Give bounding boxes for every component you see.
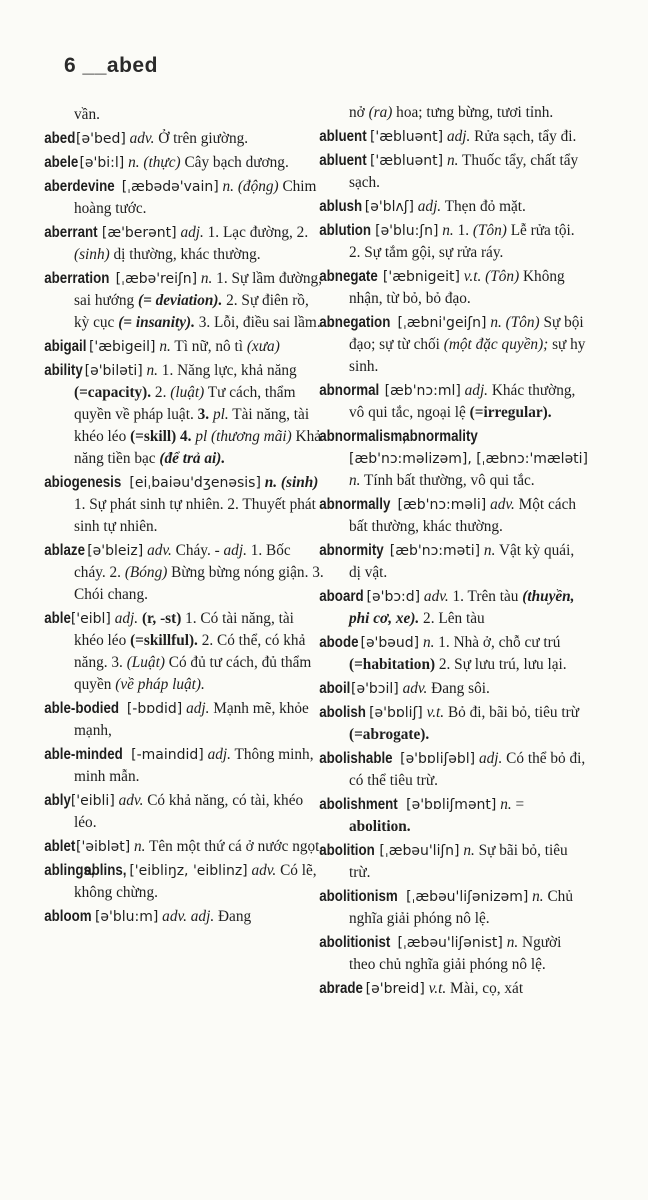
pronunciation: [ˌæbədə'vain]	[121, 179, 219, 195]
headword: abiogenesis	[44, 474, 122, 491]
headword: aberdevine	[44, 178, 115, 195]
bold-italic-text: (= insanity).	[118, 314, 195, 331]
headword: abolish	[319, 704, 366, 721]
part-of-speech: adv.	[129, 130, 155, 147]
definition-text: Chủ nghĩa giải phóng nô lệ.	[349, 888, 573, 927]
headword: abigail	[44, 338, 87, 355]
pronunciation: [ə'bleiz]	[87, 543, 144, 559]
pronunciation: [ə'blu:ʃn]	[375, 223, 439, 239]
definition-text: Tì nữ, nô tì	[170, 338, 247, 355]
dictionary-entry	[319, 312, 589, 378]
pronunciation: [ə'blu:m]	[94, 909, 159, 925]
part-of-speech: adj.	[207, 746, 231, 763]
part-of-speech: adj.	[180, 224, 204, 241]
definition-text: Khác thường, vô qui tắc, ngoại lệ	[349, 382, 576, 421]
part-of-speech: v.t.	[428, 980, 447, 997]
right-column	[319, 102, 589, 1002]
definition-text: Thuốc tẩy, chất tẩy sạch.	[349, 152, 579, 191]
headword: abolitionist	[319, 934, 391, 951]
definition-text: Vật kỳ quái, dị vật.	[349, 542, 575, 581]
pronunciation: ['æbnigeit]	[382, 269, 460, 285]
dictionary-entry	[319, 678, 589, 700]
pronunciation: [ə'bɒliʃmənt]	[406, 797, 497, 813]
definition-text: Người theo chủ nghĩa giải phóng nô lệ.	[349, 934, 562, 973]
headword: abele	[44, 154, 79, 171]
part-of-speech: n.	[146, 362, 158, 379]
definition-text: Cây bạch dương.	[180, 154, 289, 171]
definition-text: Mạnh mẽ, khỏe mạnh,	[74, 700, 309, 739]
dictionary-entry	[44, 608, 324, 696]
headword: abnormality	[401, 428, 478, 445]
part-of-speech: n.	[222, 178, 234, 195]
part-of-speech: n.	[159, 338, 171, 355]
headword: abnegate	[319, 268, 378, 285]
pronunciation: [ə'bəud]	[360, 635, 420, 651]
definition-text: Rửa sạch, tẩy đi.	[470, 128, 577, 145]
definition-text: 2. Có thể, có khả năng. 3.	[74, 632, 306, 671]
pronunciation: [ˌæbəu'liʃənizəm]	[406, 889, 529, 905]
headword: abluent	[319, 152, 367, 169]
definition-text: Tài năng, tài khéo léo	[74, 406, 310, 445]
definition-text: nở	[349, 104, 369, 121]
dictionary-entry	[319, 494, 589, 538]
dictionary-entry	[44, 336, 324, 358]
dictionary-entry	[319, 426, 589, 492]
part-of-speech: adv.	[251, 862, 277, 879]
dictionary-entry	[44, 360, 324, 470]
usage-label: (sinh)	[74, 246, 110, 263]
definition-text: Khả năng tiền bạc	[74, 428, 322, 467]
usage-label: (một đặc quyền);	[443, 336, 549, 353]
page-number: 6	[64, 54, 77, 77]
headword: ablins,	[84, 862, 127, 879]
definition-text: 1. Lạc đường, 2.	[203, 224, 309, 241]
dictionary-entry	[44, 698, 324, 742]
definition-text: Tên một thứ cá ở nước ngọt.	[145, 838, 324, 855]
dictionary-entry	[44, 472, 324, 538]
headword: able-minded	[44, 746, 123, 763]
dictionary-entry	[319, 748, 589, 792]
headword: aboil	[319, 680, 351, 697]
headword: ablaze	[44, 542, 85, 559]
bold-text: (=capacity).	[74, 384, 152, 401]
headword: abode	[319, 634, 359, 651]
part-of-speech: adj.	[114, 610, 139, 627]
bold-text: (=skillful).	[130, 632, 198, 649]
dictionary-entry	[319, 702, 589, 746]
headword: abloom	[44, 908, 92, 925]
definition-text: Mài, cọ, xát	[446, 980, 524, 997]
usage-label: (thực)	[143, 154, 181, 171]
usage-label: (luật)	[170, 384, 205, 401]
definition-text: Đang	[214, 908, 252, 925]
dictionary-entry	[44, 744, 324, 788]
definition-text: 2.	[151, 384, 171, 401]
definition-text: 1. Bốc cháy. 2.	[74, 542, 291, 581]
dictionary-entry	[44, 128, 324, 150]
part-of-speech: n.	[532, 888, 544, 905]
entry-continuation	[58, 104, 324, 126]
part-of-speech: n.	[500, 796, 512, 813]
pronunciation: [ə'bed]	[76, 131, 126, 147]
part-of-speech: adv. adj.	[162, 908, 215, 925]
bold-italic-text: (= deviation).	[137, 292, 223, 309]
running-head	[64, 54, 158, 78]
dictionary-entry	[319, 220, 589, 264]
usage-label: (Tôn)	[472, 222, 507, 239]
guide-word: __abed	[82, 54, 158, 77]
headword: ablet	[44, 838, 76, 855]
part-of-speech: adv.	[118, 792, 144, 809]
definition-text: vần.	[74, 106, 100, 123]
dictionary-entry	[44, 268, 324, 334]
pronunciation: [ə'bɒliʃ]	[369, 705, 423, 721]
part-of-speech: n.	[200, 270, 213, 287]
usage-label: pl (thương mãi)	[195, 428, 292, 445]
headword: abnormalism,	[319, 428, 406, 445]
part-of-speech: n.	[446, 152, 459, 169]
usage-label: (Luật)	[126, 654, 165, 671]
headword: abolitionism	[319, 888, 398, 905]
pronunciation: [ə'bɔ:d]	[366, 589, 421, 605]
dictionary-entry	[44, 152, 324, 174]
bold-text: (=skill) 4.	[130, 428, 192, 445]
definition-text: 3. Lỗi, điều sai lầm.	[194, 314, 321, 331]
pronunciation: ['əiblət]	[76, 839, 131, 855]
pronunciation: [ə'blʌʃ]	[364, 199, 414, 215]
bold-italic-text: (thuyền, phi cơ, xe).	[349, 588, 575, 627]
pronunciation: [-maindid]	[131, 747, 204, 763]
part-of-speech: n.	[463, 842, 475, 859]
dictionary-entry	[44, 222, 324, 266]
part-of-speech: n.	[349, 472, 361, 489]
definition-text: 2. Sự lưu trú, lưu lại.	[435, 656, 567, 673]
headword: abolishable	[319, 750, 393, 767]
dictionary-entry	[319, 196, 589, 218]
definition-text: sự hy sinh.	[349, 336, 586, 375]
part-of-speech: adv.	[402, 680, 428, 697]
pronunciation: [ˌæbəu'liʃənist]	[397, 935, 503, 951]
pronunciation: [æb'nɔ:məlizəm], [ˌæbnɔ:'mæləti]	[349, 451, 589, 467]
definition-text: Cháy. -	[171, 542, 224, 559]
headword: abluent	[319, 128, 367, 145]
part-of-speech: v.t.	[426, 704, 445, 721]
headword: abed	[44, 130, 76, 147]
headword: ablution	[319, 222, 372, 239]
pronunciation: ['eibli]	[70, 793, 115, 809]
definition-text: 2. Sự điên rồ, kỳ cục	[74, 292, 309, 331]
bold-text: (r, -st)	[141, 610, 182, 627]
part-of-speech: n.	[128, 154, 140, 171]
usage-label: (Bóng)	[124, 564, 168, 581]
part-of-speech: adj.	[223, 542, 247, 559]
part-of-speech: n.	[506, 934, 519, 951]
part-of-speech: adj.	[186, 700, 210, 717]
definition-text: Sự bội đạo; sự từ chối	[349, 314, 584, 353]
definition-text: 1.	[453, 222, 473, 239]
definition-text: dị thường, khác thường.	[109, 246, 261, 263]
dictionary-entry	[319, 586, 589, 630]
part-of-speech: n.	[483, 542, 496, 559]
pronunciation: ['eibliŋz, 'eiblinz]	[129, 863, 248, 879]
definition-text: Thông minh, minh mẫn.	[74, 746, 314, 785]
headword: ablush	[319, 198, 363, 215]
definition-text: Có lẽ, không chừng.	[74, 862, 317, 901]
part-of-speech: n.	[134, 838, 146, 855]
pronunciation: [ə'bɒliʃəbl]	[400, 751, 476, 767]
definition-text: Tính bất thường, vô qui tắc.	[360, 472, 535, 489]
dictionary-entry	[44, 836, 324, 858]
definition-text: Có khả năng, có tài, khéo léo.	[74, 792, 304, 831]
part-of-speech: n.	[490, 314, 502, 331]
headword: abnormity	[319, 542, 384, 559]
bold-text: (=abrogate).	[349, 726, 430, 743]
headword: ability	[44, 362, 83, 379]
definition-text: Bỏ đi, bãi bỏ, tiêu trừ	[444, 704, 580, 721]
part-of-speech: adv.	[423, 588, 449, 605]
dictionary-entry	[319, 126, 589, 148]
dictionary-entry	[44, 540, 324, 606]
dictionary-entry	[319, 540, 589, 584]
dictionary-entry	[319, 380, 589, 424]
pronunciation: [ə'biləti]	[84, 363, 143, 379]
definition-text: Lễ rửa tội. 2. Sự tắm gội, sự rửa ráy.	[349, 222, 575, 261]
dictionary-entry	[319, 150, 589, 194]
dictionary-entry	[319, 886, 589, 930]
dictionary-entry	[319, 978, 589, 1000]
definition-text: 1. Trên tàu	[448, 588, 523, 605]
part-of-speech: n.	[422, 634, 435, 651]
pronunciation: ['æbluənt]	[369, 129, 444, 145]
usage-label: (về pháp luật).	[115, 676, 205, 693]
pronunciation: [æb'nɔ:məli]	[397, 497, 487, 513]
pronunciation: [ə'bɔil]	[351, 681, 399, 697]
part-of-speech: adv.	[490, 496, 515, 513]
part-of-speech: v.t.	[463, 268, 482, 285]
definition-text: Bừng bừng nóng giận. 3. Chói chang.	[74, 564, 324, 603]
definition-text: Có đủ tư cách, đủ thẩm quyền	[74, 654, 312, 693]
definition-text: 1. Nhà ở, chỗ cư trú	[434, 634, 561, 651]
bold-text: abolition.	[349, 818, 411, 835]
usage-label: (Tôn)	[505, 314, 540, 331]
entry-continuation	[333, 102, 589, 124]
pronunciation: ['æbigeil]	[88, 339, 156, 355]
definition-text: =	[511, 796, 525, 813]
definition-text: 1. Có tài năng, tài khéo léo	[74, 610, 294, 649]
headword: abnegation	[319, 314, 391, 331]
definition-text: Chim hoàng tước.	[74, 178, 317, 217]
headword: able-bodied	[44, 700, 120, 717]
bold-italic-text: (để trả ai).	[159, 450, 226, 467]
headword: aberrant	[44, 224, 98, 241]
headword: abolishment	[319, 796, 398, 813]
pronunciation: ['æbluənt]	[369, 153, 444, 169]
part-of-speech: adj.	[417, 198, 442, 215]
usage-label: (Tôn)	[485, 268, 520, 285]
part-of-speech: adj.	[464, 382, 489, 399]
pronunciation: ['eibl]	[70, 611, 111, 627]
pronunciation: [æb'nɔ:ml]	[384, 383, 461, 399]
headword: ably	[44, 792, 71, 809]
definition-text: 1. Năng lực, khả năng	[157, 362, 297, 379]
usage-label: pl.	[212, 406, 229, 423]
pronunciation: [eiˌbaiəu'dʒenəsis]	[129, 475, 261, 491]
dictionary-entry	[44, 176, 324, 220]
part-of-speech: n.	[442, 222, 454, 239]
dictionary-entry	[319, 266, 589, 310]
headword: abrade	[319, 980, 363, 997]
dictionary-entry	[44, 790, 324, 834]
headword: ablings,	[44, 862, 95, 879]
headword: abnormal	[319, 382, 380, 399]
pronunciation: [-bɒdid]	[126, 701, 183, 717]
usage-label: (động)	[237, 178, 279, 195]
pronunciation: [ˌæbəu'liʃn]	[379, 843, 460, 859]
definition-text: hoa; tưng bừng, tươi tỉnh.	[392, 104, 554, 121]
definition-text: 1. Sự lầm đường, sai hướng	[74, 270, 323, 309]
definition-text: Sự bãi bỏ, tiêu trừ.	[349, 842, 568, 881]
headword: abnormally	[319, 496, 391, 513]
pronunciation: [æb'nɔ:məti]	[389, 543, 481, 559]
dictionary-entry	[44, 906, 324, 928]
headword: able	[44, 610, 71, 627]
definition-text: Có thể bỏ đi, có thể tiêu trừ.	[349, 750, 586, 789]
definition-text: 1. Sự phát sinh tự nhiên. 2. Thuyết phát sinh tự nhiên.	[74, 496, 316, 535]
definition-text: Ở trên giường.	[154, 130, 249, 147]
part-of-speech: adv.	[147, 542, 172, 559]
dictionary-entry	[319, 794, 589, 838]
pronunciation: [æ'berənt]	[101, 225, 177, 241]
pronunciation: [ˌæbni'geiʃn]	[397, 315, 487, 331]
dictionary-entry	[319, 840, 589, 884]
part-of-speech: adj.	[478, 750, 503, 767]
bold-text: 3.	[197, 406, 210, 423]
pronunciation: [ə'breid]	[365, 981, 425, 997]
definition-text: Thẹn đỏ mặt.	[441, 198, 526, 215]
dictionary-entry	[44, 860, 324, 904]
pronunciation: [ˌæbə'reiʃn]	[115, 271, 198, 287]
part-of-speech: adj.	[446, 128, 471, 145]
pronunciation: [ə'bi:l]	[79, 155, 125, 171]
bold-text: (=irregular).	[469, 404, 552, 421]
bold-text: (=habitation)	[349, 656, 436, 673]
dictionary-entry	[319, 632, 589, 676]
usage-label: (xưa)	[246, 338, 280, 355]
definition-text: Đang sôi.	[427, 680, 490, 697]
dictionary-entry	[319, 932, 589, 976]
definition-text: Một cách bất thường, khác thường.	[349, 496, 577, 535]
bold-italic-text: n. (sinh)	[264, 474, 319, 491]
headword: aboard	[319, 588, 364, 605]
definition-text: Không nhận, từ bỏ, bỏ đạo.	[349, 268, 565, 307]
headword: abolition	[319, 842, 375, 859]
definition-text: Tư cách, thẩm quyền về pháp luật.	[74, 384, 296, 423]
definition-text: 2. Lên tàu	[419, 610, 485, 627]
headword: aberration	[44, 270, 110, 287]
usage-label: (ra)	[368, 104, 393, 121]
left-column	[44, 104, 324, 930]
